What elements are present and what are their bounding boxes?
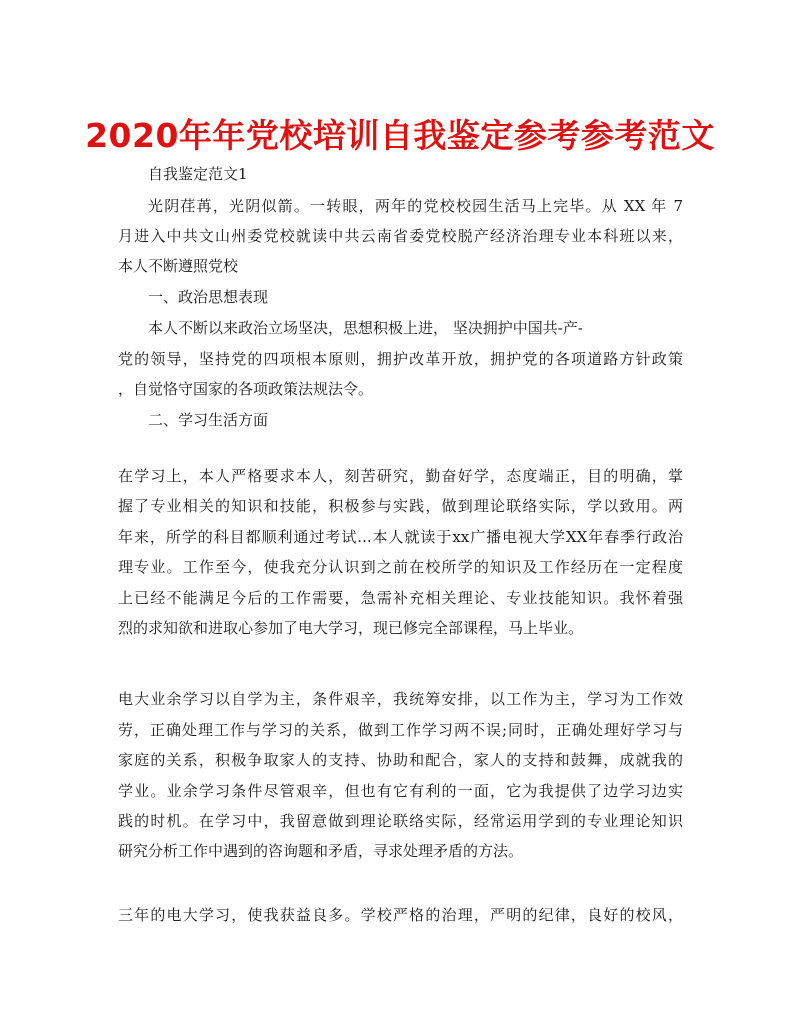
paragraph-line: 月进入中共文山州委党校就读中共云南省委党校脱产经济治理专业本科班以来， xyxy=(118,227,683,245)
paragraph-line: 劳，正确处理工作与学习的关系，做到工作学习两不误;同时，正确处理好学习与 xyxy=(118,721,683,739)
paragraph-line: ，自觉恪守国家的各项政策法规法令。 xyxy=(118,380,374,398)
paragraph-line: 电大业余学习以自学为主，条件艰辛，我统筹安排，以工作为主，学习为工作效 xyxy=(118,690,683,708)
paragraph-line: 理专业。工作至今，使我充分认识到之前在校所学的知识及工作经历在一定程度 xyxy=(118,558,683,576)
paragraph-line: 年来，所学的科目都顺利通过考试...本人就读于xx广播电视大学XX年春季行政治 xyxy=(118,528,683,546)
section-heading: 二、学习生活方面 xyxy=(148,411,269,429)
document-title: 2020年年党校培训自我鉴定参考参考范文 xyxy=(85,116,715,155)
paragraph-line: 光阴荏苒，光阴似箭。一转眼，两年的党校校园生活马上完毕。从 XX 年 7 xyxy=(148,197,683,215)
paragraph-line: 上已经不能满足今后的工作需要，急需补充相关理论、专业技能知识。我怀着强 xyxy=(118,589,683,607)
section-heading: 一、政治思想表现 xyxy=(148,288,269,306)
paragraph-line: 本人不断以来政治立场坚决，思想积极上进， 坚决拥护中国共-产- xyxy=(148,319,583,337)
paragraph-line: 学业。业余学习条件尽管艰辛，但也有它有利的一面，它为我提供了边学习边实 xyxy=(118,782,683,800)
section-label: 自我鉴定范文1 xyxy=(148,165,248,183)
paragraph-line: 烈的求知欲和进取心参加了电大学习，现已修完全部课程，马上毕业。 xyxy=(118,619,584,637)
paragraph-line: 握了专业相关的知识和技能，积极参与实践，做到理论联络实际，学以致用。两 xyxy=(118,497,683,515)
paragraph-line: 本人不断遵照党校 xyxy=(118,257,239,275)
paragraph-line: 家庭的关系，积极争取家人的支持、协助和配合，家人的支持和鼓舞，成就我的 xyxy=(118,751,683,769)
paragraph-line: 三年的电大学习，使我获益良多。学校严格的治理，严明的纪律，良好的校风， xyxy=(118,906,683,924)
paragraph-line: 研究分析工作中遇到的咨询题和矛盾，寻求处理矛盾的方法。 xyxy=(118,842,524,860)
paragraph-line: 在学习上，本人严格要求本人，刻苦研究，勤奋好学，态度端正，目的明确，掌 xyxy=(118,467,683,485)
paragraph-line: 践的时机。在学习中，我留意做到理论联络实际，经常运用学到的专业理论知识 xyxy=(118,812,683,830)
paragraph-line: 党的领导，坚持党的四项根本原则，拥护改革开放，拥护党的各项道路方针政策 xyxy=(118,350,683,368)
